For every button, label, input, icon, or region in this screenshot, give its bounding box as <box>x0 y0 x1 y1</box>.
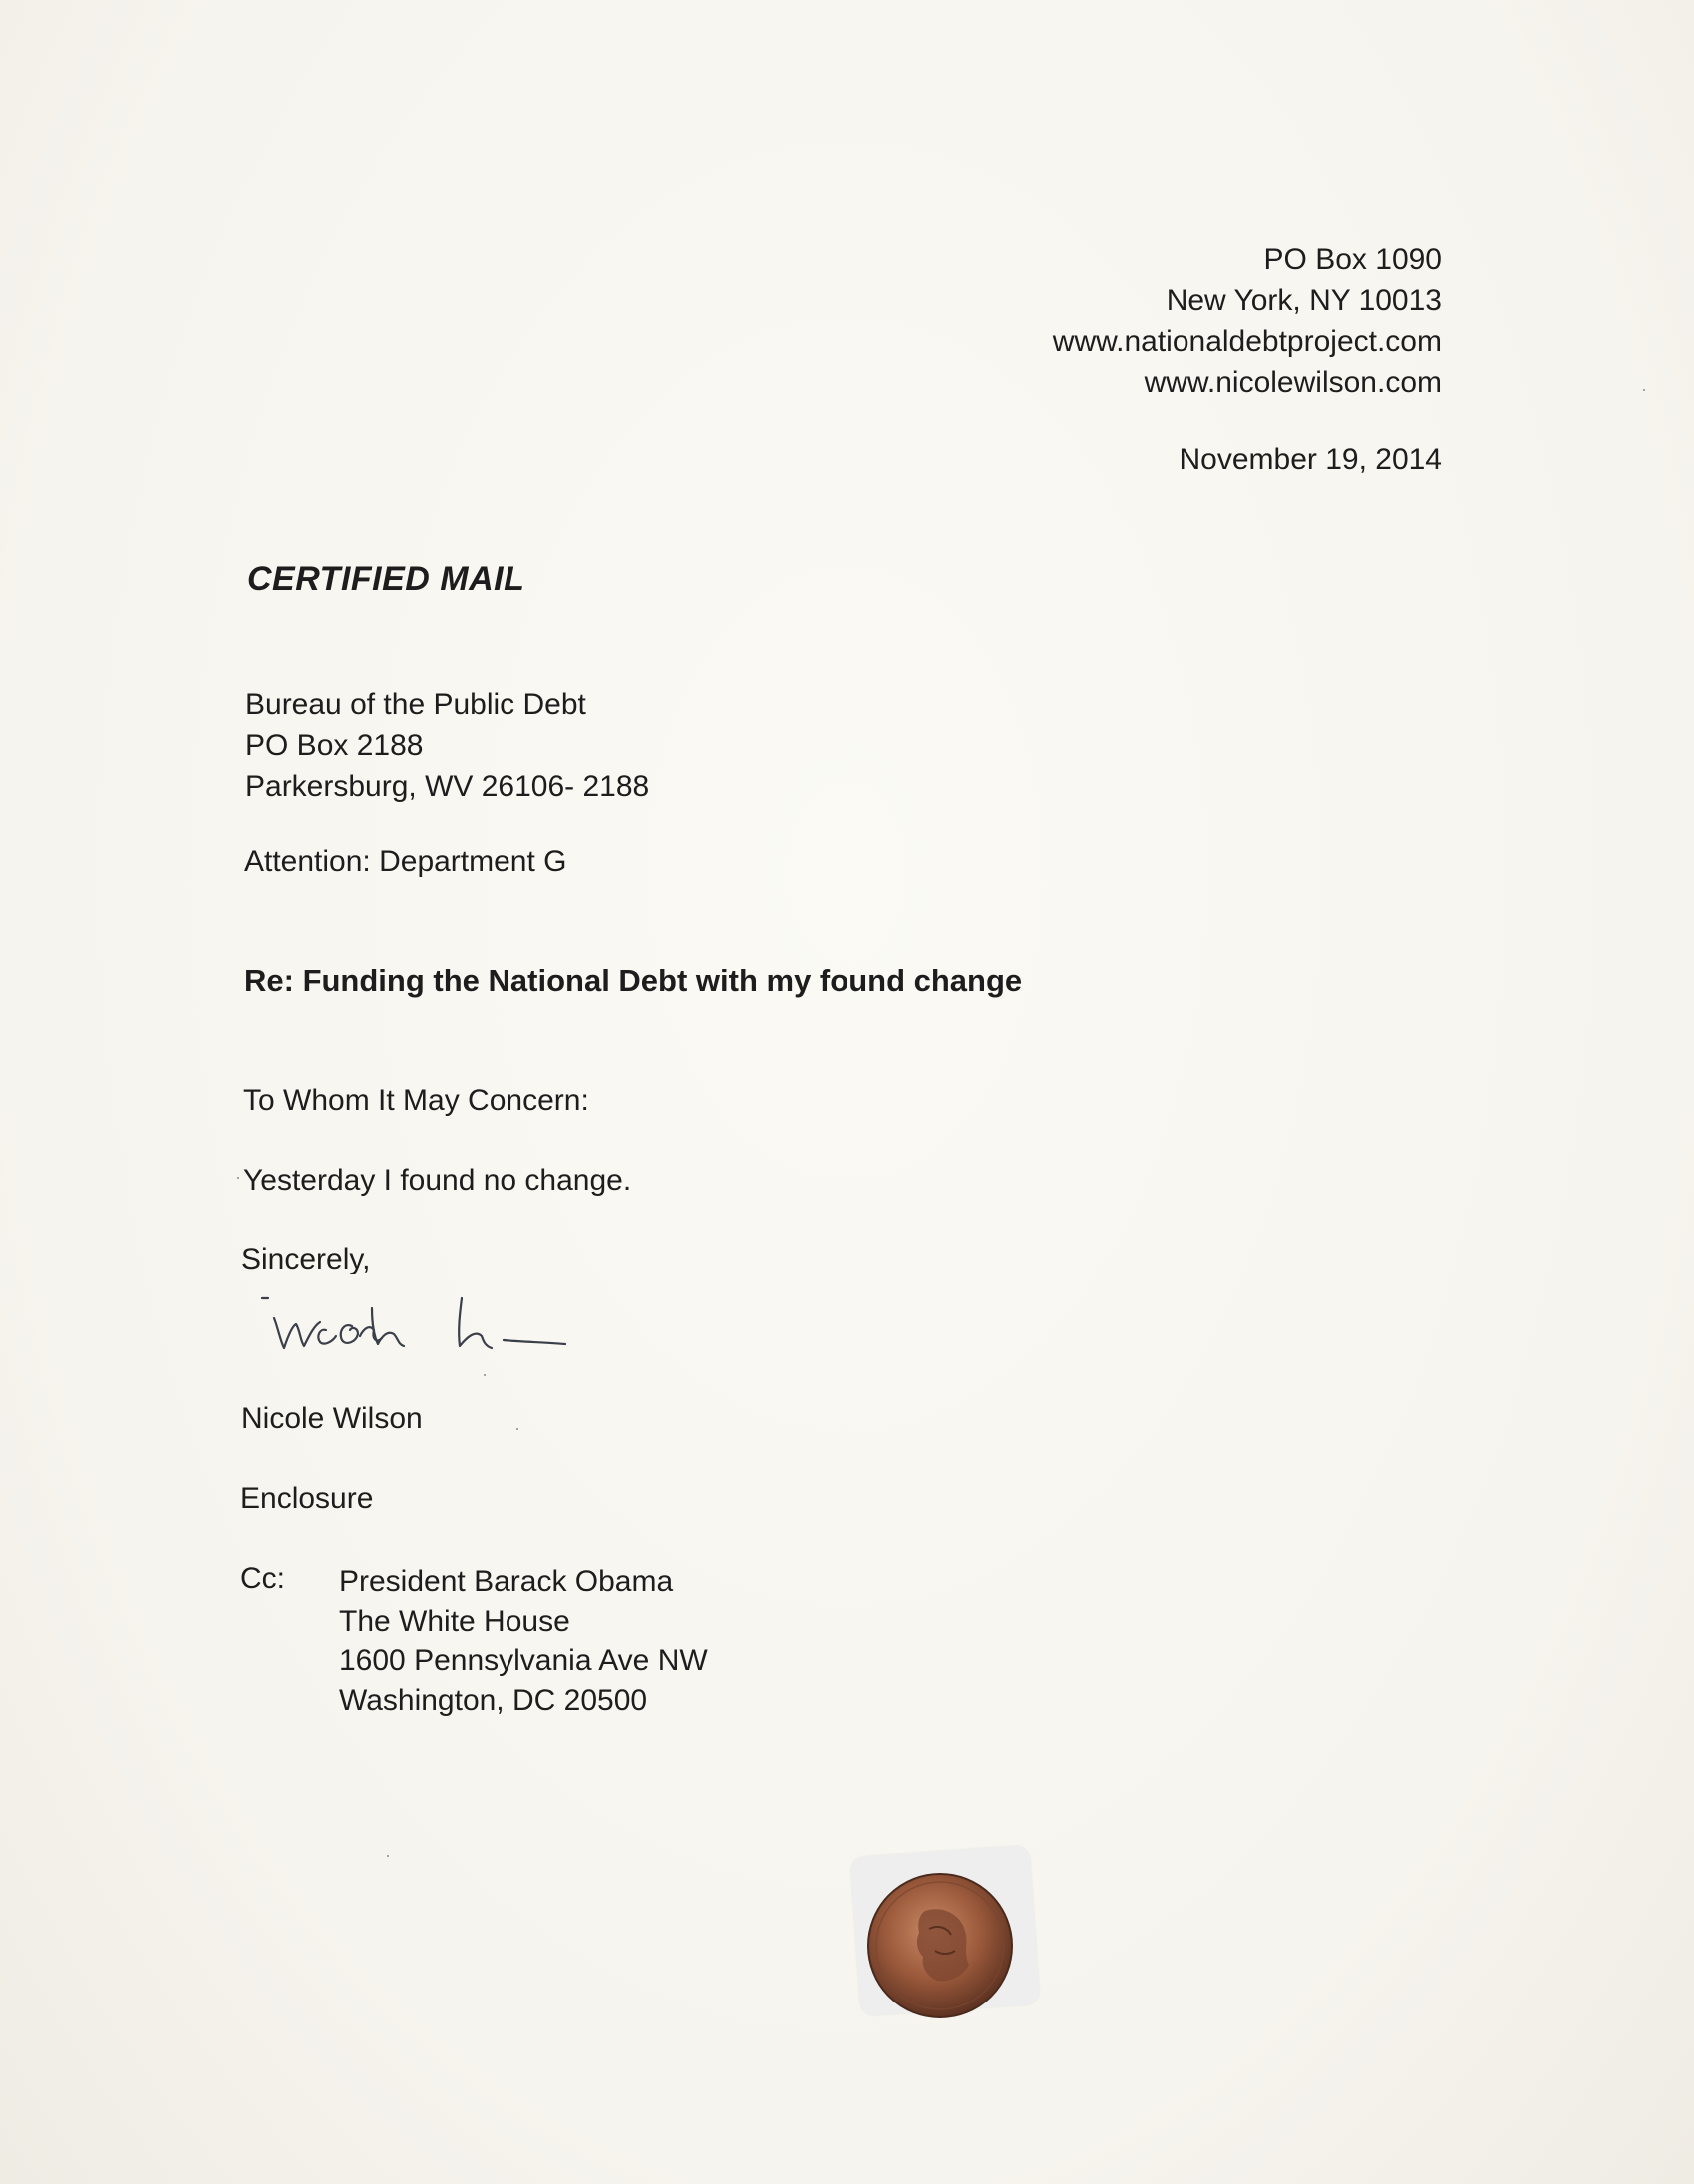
cc-label: Cc: <box>240 1562 285 1595</box>
sender-website-1: www.nationaldebtproject.com <box>1052 325 1442 358</box>
mail-type-heading: CERTIFIED MAIL <box>247 560 525 598</box>
cc-line-4: Washington, DC 20500 <box>339 1684 648 1717</box>
recipient-line-3: Parkersburg, WV 26106- 2188 <box>245 770 650 803</box>
handwritten-signature-icon <box>254 1278 613 1368</box>
sender-line-2: New York, NY 10013 <box>1166 284 1442 317</box>
paper-speck <box>237 1177 239 1179</box>
recipient-address <box>245 684 649 807</box>
attention-line: Attention: Department G <box>244 845 567 878</box>
closing: Sincerely, <box>241 1243 371 1275</box>
sender-website-2: www.nicolewilson.com <box>1144 366 1442 399</box>
sender-line-1: PO Box 1090 <box>1263 243 1442 276</box>
letter-date: November 19, 2014 <box>1179 443 1442 476</box>
cc-line-2: The White House <box>339 1605 570 1638</box>
recipient-line-1: Bureau of the Public Debt <box>245 688 586 721</box>
signer-name: Nicole Wilson <box>241 1402 423 1435</box>
sender-address <box>1053 239 1442 403</box>
subject-line: Re: Funding the National Debt with my found change <box>244 963 1023 998</box>
cc-line-1: President Barack Obama <box>339 1565 674 1598</box>
salutation: To Whom It May Concern: <box>243 1084 589 1117</box>
paper-speck <box>387 1855 389 1857</box>
enclosure-note: Enclosure <box>240 1482 374 1515</box>
paper-speck <box>484 1374 486 1376</box>
cc-line-3: 1600 Pennsylvania Ave NW <box>339 1644 708 1677</box>
letter-body: Yesterday I found no change. <box>243 1164 632 1197</box>
recipient-line-2: PO Box 2188 <box>245 729 424 762</box>
cc-address <box>339 1562 708 1721</box>
paper-speck <box>1643 389 1645 391</box>
paper-speck <box>516 1428 518 1430</box>
penny-coin-icon <box>865 1871 1015 2020</box>
